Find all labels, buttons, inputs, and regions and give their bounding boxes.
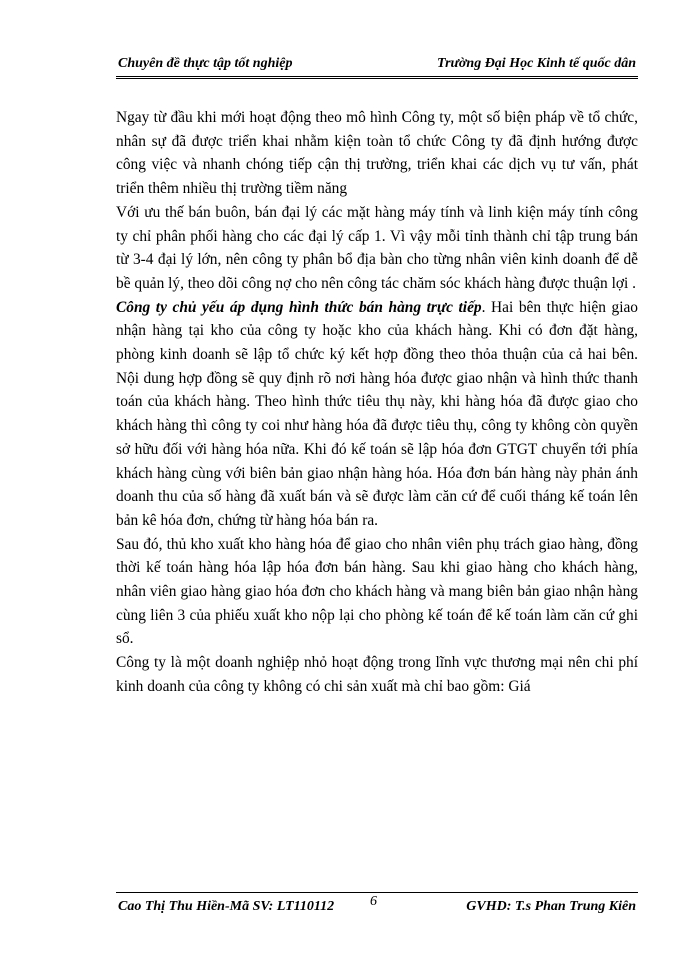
paragraph-3: [116, 296, 638, 533]
document-body: [116, 106, 638, 699]
page-header: [116, 54, 638, 79]
header-title-right: Trường Đại Học Kinh tế quốc dân: [437, 56, 636, 71]
paragraph-5: Công ty là một doanh nghiệp nhỏ hoạt động trong lĩnh vực thương mại nên chi phí kinh doanh của công ty không có chi sản xuất mà chỉ bao gồm: Giá: [116, 654, 638, 695]
footer-advisor: GVHD: T.s Phan Trung Kiên: [466, 899, 636, 914]
header-title-left: Chuyên đề thực tập tốt nghiệp: [118, 56, 293, 71]
paragraph-3-emphasis: Công ty chủ yếu áp dụng hình thức bán hàng trực tiếp: [116, 298, 482, 316]
paragraph-4: Sau đó, thủ kho xuất kho hàng hóa để giao cho nhân viên phụ trách giao hàng, đồng thời kế toán hàng hóa lập hóa đơn bán hàng. Sau khi giao hàng cho khách hàng, nhân viên giao hàng giao hóa đơn cho khách hàng và mang biên bản giao nhận hàng cùng liên 3 của phiếu xuất kho nộp lại cho phòng kế toán để kế toán làm căn cứ ghi sổ.: [116, 535, 638, 648]
paragraph-3-text: . Hai bên thực hiện giao nhận hàng tại kho của công ty hoặc kho của khách hàng. Khi có đơn đặt hàng, phòng kinh doanh sẽ lập tổ chức ký kết hợp đồng theo thỏa thuận của cả hai bên. Nội dung hợp đồng sẽ quy định rõ nơi hàng hóa được giao nhận và hình thức thanh toán của khách hàng. Theo hình thức tiêu thụ này, khi hàng hóa đã được giao cho khách hàng thì công ty coi như hàng hóa đã được tiêu thụ, công ty không còn quyền sở hữu đối với hàng hóa nữa. Khi đó kế toán sẽ lập hóa đơn GTGT chuyển tới phía khách hàng cùng với biên bản giao nhận hàng hóa. Hóa đơn bán hàng này phản ánh doanh thu của số hàng đã xuất bán và sẽ được làm căn cứ để cuối tháng kế toán lên bản kê hóa đơn, chứng từ hàng hóa bán ra.: [116, 298, 638, 529]
page-number: 6: [370, 894, 377, 909]
paragraph-1: Ngay từ đầu khi mới hoạt động theo mô hình Công ty, một số biện pháp về tổ chức, nhân sự đã được triển khai nhằm kiện toàn tổ chức Công ty đã định hướng được công việc và nhanh chóng tiếp cận thị trường, triển khai các dịch vụ tư vấn, phát triển thêm nhiều thị trường tiềm năng: [116, 109, 638, 198]
footer-author: Cao Thị Thu Hiền-Mã SV: LT110112: [118, 899, 335, 914]
paragraph-2: Với ưu thế bán buôn, bán đại lý các mặt hàng máy tính và linh kiện máy tính công ty chỉ phân phối hàng cho các đại lý cấp 1. Vì vậy mỗi tỉnh thành chỉ tập trung bán từ 3-4 đại lý lớn, nên công ty phân bổ địa bàn cho từng nhân viên kinh doanh để dễ bề quản lý, theo dõi công nợ cho nên công tác chăm sóc khách hàng được thuận lợi .: [116, 203, 638, 292]
page-footer: [116, 892, 638, 919]
